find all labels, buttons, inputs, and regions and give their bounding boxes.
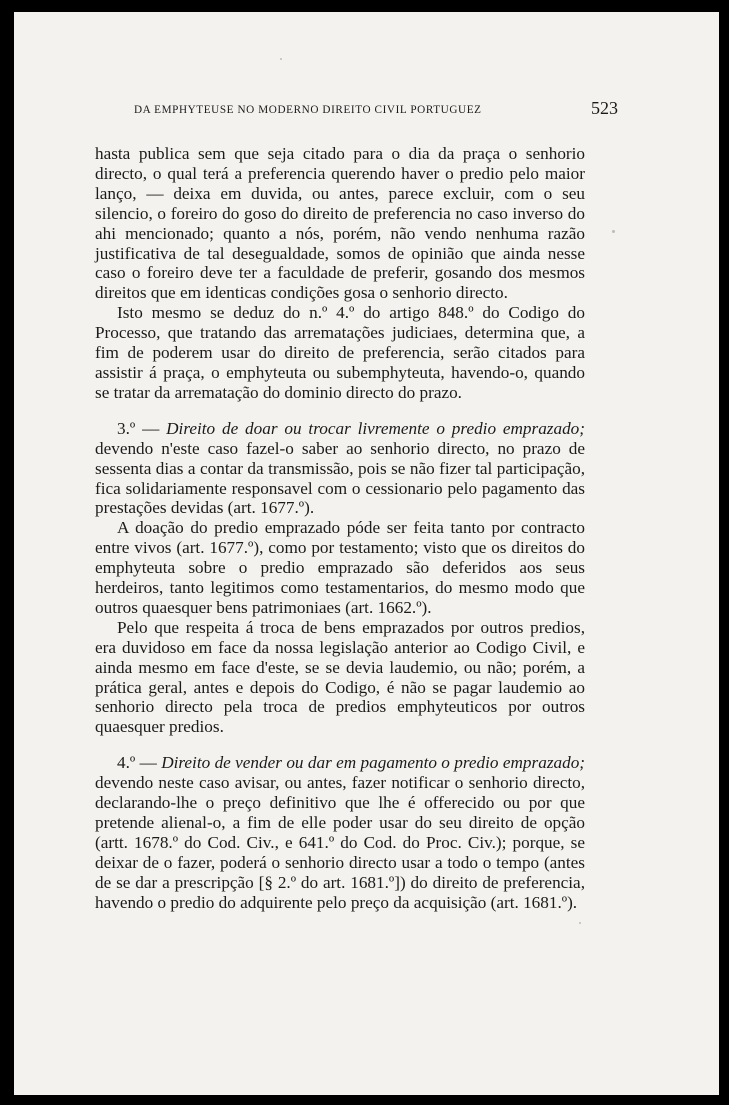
section-4 xyxy=(95,753,585,912)
section-number: 3.º — xyxy=(117,418,160,438)
paper-speck xyxy=(612,230,615,233)
paper-speck xyxy=(280,58,282,60)
section-heading: Direito de doar ou trocar livremente o predio emprazado; xyxy=(166,418,585,438)
page-body xyxy=(95,144,585,913)
paragraph-continuation: hasta publica sem que seja citado para o dia da praça o senhorio directo, o qual terá a preferencia querendo haver o predio pelo maior lanço, — deixa em duvida, ou antes, parece excluir, com o seu silencio, o foreiro do goso do direito de preferencia no caso inverso do ahi mencionado; quanto a nós, porém, não vendo nenhuma razão justificativa de tal desegualdade, somos de opinião que ainda nesse caso o foreiro deve ter a faculdade de preferir, gosando dos mesmos direitos que em identicas condições gosa o senhorio directo. xyxy=(95,144,585,303)
paragraph: Pelo que respeita á troca de bens emprazados por outros predios, era duvidoso em face da nossa legislação anterior ao Codigo Civil, e ainda mesmo em face d'este, se se devia laudemio, ou não; porém, a prática geral, antes e depois do Codigo, é não se pagar laudemio ao senhorio directo pela troca de predios emphyteuticos por outros quaesquer predios. xyxy=(95,617,585,737)
section-heading: Direito de vender ou dar em pagamento o predio emprazado; xyxy=(161,753,586,773)
page-header xyxy=(134,98,618,122)
paper-speck xyxy=(579,922,581,924)
section-text: devendo n'este caso fazel-o saber ao senhorio directo, no prazo de sessenta dias a contar da transmissão, pois se não fizer tal participação, fica solidariamente responsavel com o cessionario pelo pagamento das prestações devidas (art. 1677.º). xyxy=(95,438,585,518)
paragraph: Isto mesmo se deduz do n.º 4.º do artigo 848.º do Codigo do Processo, que tratando das arrematações judiciaes, determina que, a fim de poderem usar do direito de preferencia, serão citados para assistir á praça, o emphyteuta ou subemphyteuta, havendo-o, quando se tratar da arrematação do dominio directo do prazo. xyxy=(95,303,585,402)
running-head: DA EMPHYTEUSE NO MODERNO DIREITO CIVIL PORTUGUEZ xyxy=(134,104,482,116)
section-text: devendo neste caso avisar, ou antes, fazer notificar o senhorio directo, declarando-lhe o preço definitivo que lhe é offerecido ou por que pretende alienal-o, a fim de elle poder usar do seu direito de opção (artt. 1678.º do Cod. Civ., e 641.º do Cod. do Proc. Civ.); porque, se deixar de o fazer, poderá o senhorio directo usar a todo o tempo (antes de se dar a prescripção [§ 2.º do art. 1681.º]) do direito de preferencia, havendo o predio do adquirente pelo preço da acquisição (art. 1681.º). xyxy=(95,773,585,912)
paragraph: A doação do predio emprazado póde ser feita tanto por contracto entre vivos (art. 1677.º), como por testamento; visto que os direitos do emphyteuta sobre o predio emprazado são deferidos aos seus herdeiros, tanto legitimos como testamentarios, do mesmo modo que outros quaesquer bens patrimoniaes (art. 1662.º). xyxy=(95,518,585,617)
section-3 xyxy=(95,419,585,519)
section-number: 4.º — xyxy=(117,753,157,773)
page-number: 523 xyxy=(591,98,618,118)
book-page xyxy=(14,12,719,1095)
